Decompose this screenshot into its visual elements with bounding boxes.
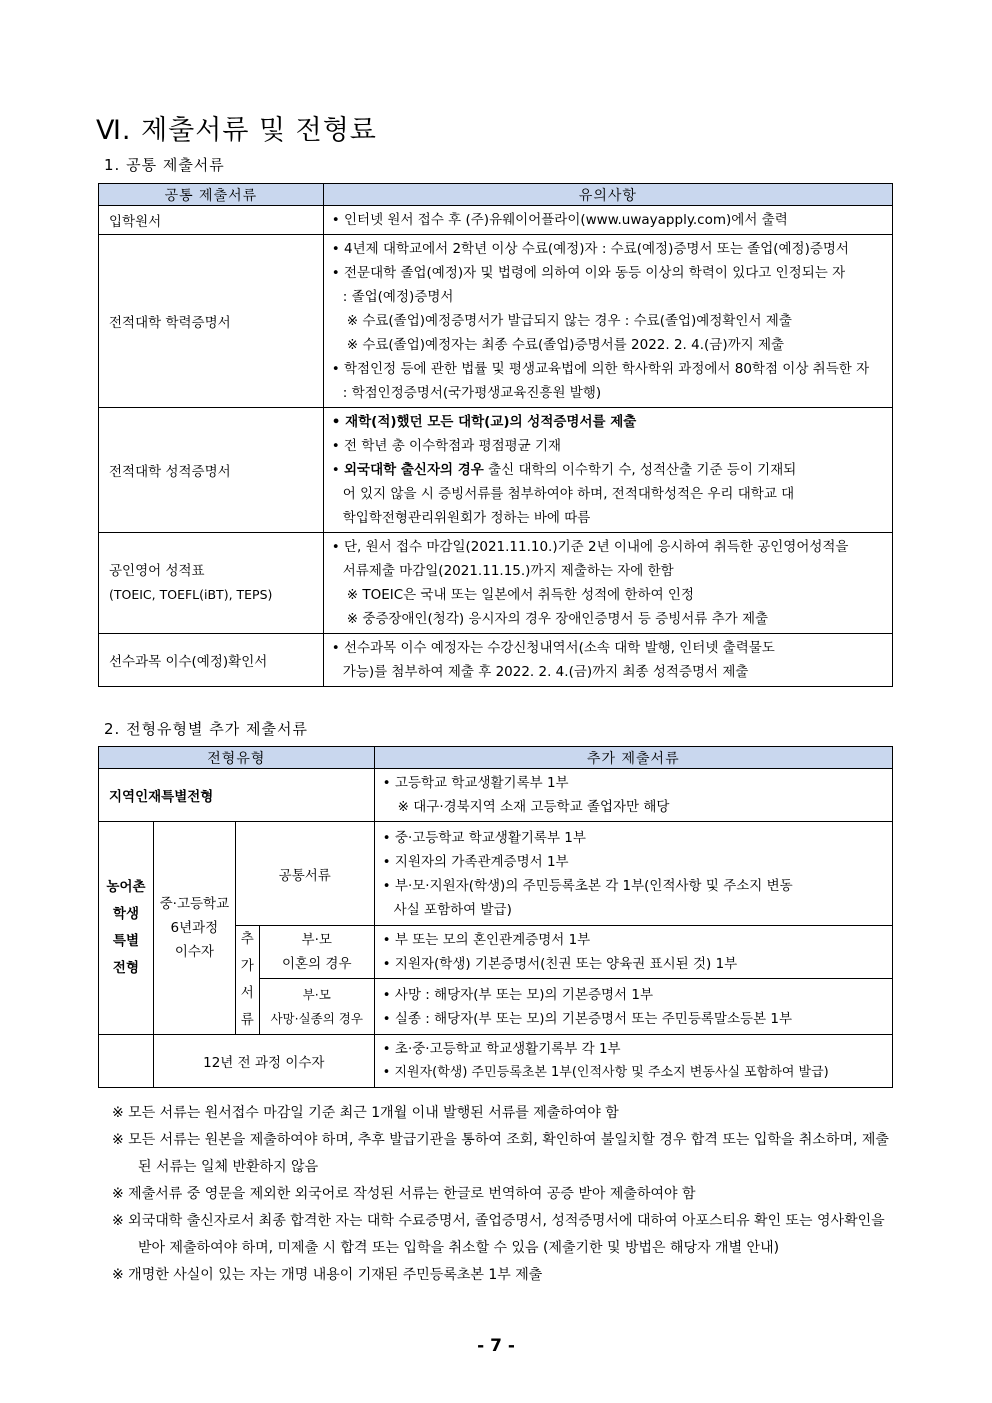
table-row	[99, 533, 893, 634]
table-row	[99, 634, 893, 687]
table-row	[99, 822, 893, 926]
header-additional: 추가 제출서류	[374, 747, 892, 769]
doc-notes: • 4년제 대학교에서 2학년 이상 수료(예정)자 : 수료(예정)증명서 또는 졸업(예정)증명서 • 전문대학 졸업(예정)자 및 법령에 의하여 이와 동등 이상의 학력이 있다고 인정되는 자 : 졸업(예정)증명서 ※ 수료(졸업)예정증명서가 발급되지 않는 경우 : 수료(졸업)예정확인서 제출 ※ 수료(졸업)예정자는 최종 수료(졸업)증명서를 2022. 2. 4.(금)까지 제출 • 학점인정 등에 관한 법률 및 평생교육법에 의한 학사학위 과정에서 80학점 이상 취득한 자 : 학점인정증명서(국가평생교육진흥원 발행)	[323, 235, 892, 408]
twelve-label: 12년 전 과정 이수자	[153, 1035, 374, 1088]
regional-notes: • 고등학교 학교생활기록부 1부 ※ 대구·경북지역 소재 고등학교 졸업자만 해당	[374, 769, 892, 822]
page-number: - 7 -	[477, 1336, 515, 1356]
table-row	[99, 1035, 893, 1088]
divorce-label: 부·모 이혼의 경우	[259, 926, 374, 979]
footnote: ※ 제출서류 중 영문을 제외한 외국어로 작성된 서류는 한글로 번역하여 공증 받아 제출하여야 함	[112, 1186, 696, 1202]
table-row	[99, 769, 893, 822]
doc-name: 공인영어 성적표 (TOEIC, TOEFL(iBT), TEPS)	[99, 533, 324, 634]
doc-name: 전적대학 성적증명서	[99, 408, 324, 533]
rural-label: 농어촌 학생 특별 전형	[99, 822, 154, 1035]
rural-label-continued	[99, 1035, 154, 1088]
header-common-docs: 공통 제출서류	[99, 184, 324, 206]
section1-heading: 1. 공통 제출서류	[104, 156, 225, 174]
footnote: ※ 외국대학 출신자로서 최종 합격한 자는 대학 수료증명서, 졸업증명서, 성적증명서에 대하여 아포스티유 확인 또는 영사확인을 받아 제출하여야 하며, 미제출 시 합격 또는 입학을 취소할 수 있음 (제출기한 및 방법은 해당자 개별 안내)	[112, 1213, 885, 1256]
common-notes: • 중·고등학교 학교생활기록부 1부 • 지원자의 가족관계증명서 1부 • 부·모·지원자(학생)의 주민등록초본 각 1부(인적사항 및 주소지 변동 사실 포함하여 발급)	[374, 822, 892, 926]
table-header-row	[99, 184, 893, 206]
table-row	[99, 235, 893, 408]
regional-label: 지역인재특별전형	[99, 769, 375, 822]
doc-name: 선수과목 이수(예정)확인서	[99, 634, 324, 687]
additional-documents-table	[98, 746, 893, 1088]
page-title: Ⅵ. 제출서류 및 전형료	[96, 115, 377, 146]
extra-label: 추 가 서 류	[235, 926, 259, 1035]
doc-notes: • 선수과목 이수 예정자는 수강신청내역서(소속 대학 발행, 인터넷 출력물도 가능)를 첨부하여 제출 후 2022. 2. 4.(금)까지 최종 성적증명서 제출	[323, 634, 892, 687]
section2-heading: 2. 전형유형별 추가 제출서류	[104, 720, 309, 738]
doc-name: 전적대학 학력증명서	[99, 235, 324, 408]
table-row	[99, 206, 893, 235]
doc-name: 입학원서	[99, 206, 324, 235]
rural-sub-label: 중·고등학교 6년과정 이수자	[153, 822, 235, 1035]
twelve-notes: • 초·중·고등학교 학교생활기록부 각 1부 • 지원자(학생) 주민등록초본 1부(인적사항 및 주소지 변동사실 포함하여 발급)	[374, 1035, 892, 1088]
common-documents-table	[98, 183, 893, 687]
header-notes: 유의사항	[323, 184, 892, 206]
doc-notes: • 단, 원서 접수 마감일(2021.11.10.)기준 2년 이내에 응시하여 취득한 공인영어성적을 서류제출 마감일(2021.11.15.)까지 제출하는 자에 한함 ※ TOEIC은 국내 또는 일본에서 취득한 성적에 한하여 인정 ※ 중증장애인(청각) 응시자의 경우 장애인증명서 등 증빙서류 추가 제출	[323, 533, 892, 634]
death-label: 부·모 사망·실종의 경우	[259, 979, 374, 1035]
common-label: 공통서류	[235, 822, 374, 926]
death-notes: • 사망 : 해당자(부 또는 모)의 기본증명서 1부 • 실종 : 해당자(부 또는 모)의 기본증명서 또는 주민등록말소등본 1부	[374, 979, 892, 1035]
doc-notes: • 인터넷 원서 접수 후 (주)유웨이어플라이(www.uwayapply.com)에서 출력	[323, 206, 892, 235]
footnotes	[112, 1100, 902, 1289]
table-row	[99, 408, 893, 533]
table-header-row	[99, 747, 893, 769]
divorce-notes: • 부 또는 모의 혼인관계증명서 1부 • 지원자(학생) 기본증명서(친권 또는 양육권 표시된 것) 1부	[374, 926, 892, 979]
header-type: 전형유형	[99, 747, 375, 769]
footnote: ※ 모든 서류는 원본을 제출하여야 하며, 추후 발급기관을 통하여 조회, 확인하여 불일치할 경우 합격 또는 입학을 취소하며, 제출된 서류는 일체 반환하지 않음	[112, 1132, 889, 1175]
footnote: ※ 모든 서류는 원서접수 마감일 기준 최근 1개월 이내 발행된 서류를 제출하여야 함	[112, 1105, 619, 1121]
footnote: ※ 개명한 사실이 있는 자는 개명 내용이 기재된 주민등록초본 1부 제출	[112, 1267, 543, 1283]
doc-notes: • 재학(적)했던 모든 대학(교)의 성적증명서를 제출 • 전 학년 총 이수학점과 평점평균 기재 • 외국대학 출신자의 경우 출신 대학의 이수학기 수, 성적산출 기준 등이 기재되 어 있지 않을 시 증빙서류를 첨부하여야 하며, 전적대학성적은 우리 대학교 대 학입학전형관리위원회가 정하는 바에 따름	[323, 408, 892, 533]
